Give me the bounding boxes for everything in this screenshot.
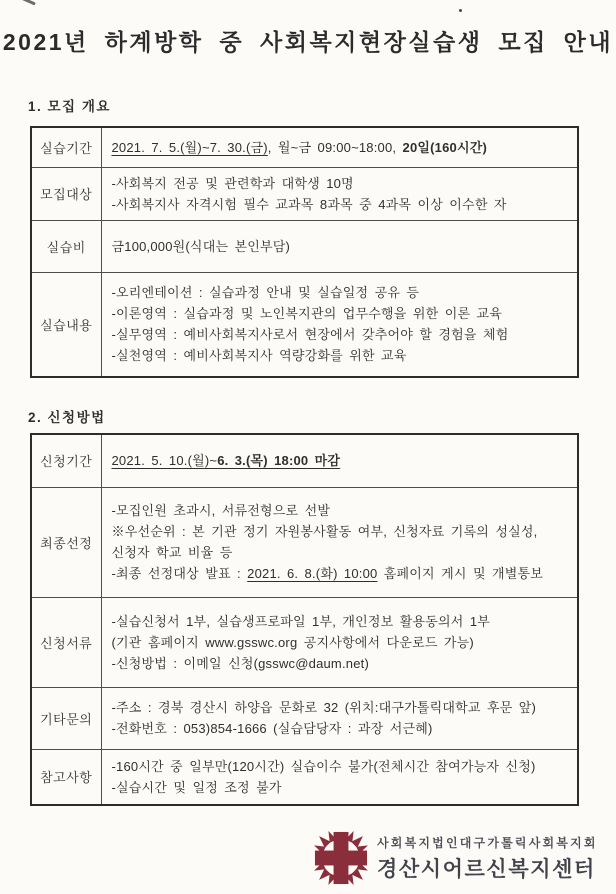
row-label: 기타문의 bbox=[31, 687, 101, 749]
text-segment: 20일(160시간) bbox=[402, 139, 488, 155]
text-line: -실무영역 : 예비사회복지사로서 현장에서 갖추어야 할 경험을 체험 bbox=[111, 327, 509, 343]
row-value bbox=[101, 597, 578, 687]
text-line bbox=[112, 450, 568, 471]
text-line bbox=[112, 137, 568, 158]
row-value bbox=[101, 687, 578, 749]
row-label: 신청서류 bbox=[31, 597, 101, 687]
row-label: 실습내용 bbox=[31, 272, 101, 377]
recruitment-overview-table bbox=[30, 126, 579, 378]
center-name: 경산시어르신복지센터 bbox=[377, 857, 596, 881]
section-heading-recruitment-overview: 1. 모집 개요 bbox=[28, 99, 111, 114]
row-label: 모집대상 bbox=[31, 167, 101, 220]
scan-speck bbox=[459, 9, 462, 12]
organization-footer bbox=[310, 827, 598, 889]
text-line: -실습시간 및 일정 조정 불가 bbox=[111, 779, 282, 795]
text-line: -오리엔테이션 : 실습과정 안내 및 실습일정 공유 등 bbox=[111, 285, 420, 301]
text-line: -주소 : 경북 경산시 하양읍 문화로 32 (위치:대구가톨릭대학교 후문 앞) bbox=[111, 700, 537, 715]
row-value bbox=[101, 167, 578, 220]
text-line: 금100,000원(식대는 본인부담) bbox=[111, 238, 291, 254]
text-line: -모집인원 초과시, 서류전형으로 선발 bbox=[111, 503, 331, 518]
text-line: -실천영역 : 예비사회복지사 역량강화를 위한 교육 bbox=[111, 348, 407, 364]
text-line: (기관 홈페이지 www.gsswc.org 공지사항에서 다운로드 가능) bbox=[111, 634, 474, 650]
row-value bbox=[101, 220, 578, 272]
text-segment: 2021. 6. 8.(화) 10:00 bbox=[247, 566, 378, 581]
table-row-application-period bbox=[31, 434, 578, 487]
row-value bbox=[101, 434, 578, 487]
section-heading-application-method: 2. 신청방법 bbox=[28, 410, 106, 425]
row-label: 신청기간 bbox=[31, 434, 101, 487]
row-value bbox=[101, 749, 578, 805]
text-segment: , 월~금 09:00~18:00, bbox=[267, 139, 403, 155]
caritas-cross-icon bbox=[310, 827, 372, 889]
text-line: -실습신청서 1부, 실습생프로파일 1부, 개인정보 활용동의서 1부 bbox=[111, 613, 491, 629]
table-row-recruitment-target bbox=[31, 167, 578, 220]
row-label: 실습비 bbox=[31, 220, 101, 272]
organization-names bbox=[377, 834, 598, 883]
text-segment: 홈페이지 게시 및 개별통보 bbox=[377, 566, 544, 581]
text-segment: 6. 3.(목) 18:00 마감 bbox=[217, 453, 341, 469]
text-line: -사회복지 전공 및 관련학과 대학생 10명 bbox=[111, 175, 354, 191]
row-label: 최종선정 bbox=[31, 487, 101, 597]
row-value bbox=[101, 127, 578, 167]
table-row-training-content bbox=[31, 272, 578, 377]
parent-organization-name: 사회복지법인대구가톨릭사회복지회 bbox=[377, 835, 598, 850]
text-line: ※우선순위 : 본 기관 정기 자원봉사활동 여부, 신청자료 기록의 성실성, bbox=[111, 524, 538, 539]
row-label: 실습기간 bbox=[31, 127, 101, 167]
row-value bbox=[101, 272, 578, 377]
table-row-training-fee bbox=[31, 220, 578, 272]
scan-artifact bbox=[18, 0, 36, 6]
row-value bbox=[101, 487, 578, 597]
table-row-other-inquiries bbox=[31, 687, 578, 749]
text-line: -신청방법 : 이메일 신청(gsswc@daum.net) bbox=[111, 655, 369, 671]
table-row-application-documents bbox=[31, 597, 578, 687]
text-line: -160시간 중 일부만(120시간) 실습이수 불가(전체시간 참여가능자 신청) bbox=[111, 758, 536, 774]
text-segment: 2021. 5. 10.(월)~ bbox=[111, 453, 218, 469]
text-segment: -최종 선정대상 발표 : bbox=[111, 566, 248, 581]
table-row-final-selection bbox=[31, 487, 578, 597]
table-row-training-period bbox=[31, 127, 578, 167]
text-segment: 2021. 7. 5.(월)~7. 30.(금) bbox=[111, 139, 268, 155]
table-row-notes bbox=[31, 749, 578, 805]
text-line: -전화번호 : 053)854-1666 (실습담당자 : 과장 서근혜) bbox=[111, 721, 433, 736]
row-label: 참고사항 bbox=[31, 749, 101, 805]
text-line: 신청자 학교 비율 등 bbox=[111, 545, 233, 560]
application-method-table bbox=[30, 433, 579, 806]
page-title: 2021년 하계방학 중 사회복지현장실습생 모집 안내 bbox=[2, 29, 614, 55]
text-line: -사회복지사 자격시험 필수 교과목 8과목 중 4과목 이상 이수한 자 bbox=[111, 196, 507, 212]
text-line: -이론영역 : 실습과정 및 노인복지관의 업무수행을 위한 이론 교육 bbox=[111, 306, 503, 322]
text-line bbox=[112, 563, 568, 584]
